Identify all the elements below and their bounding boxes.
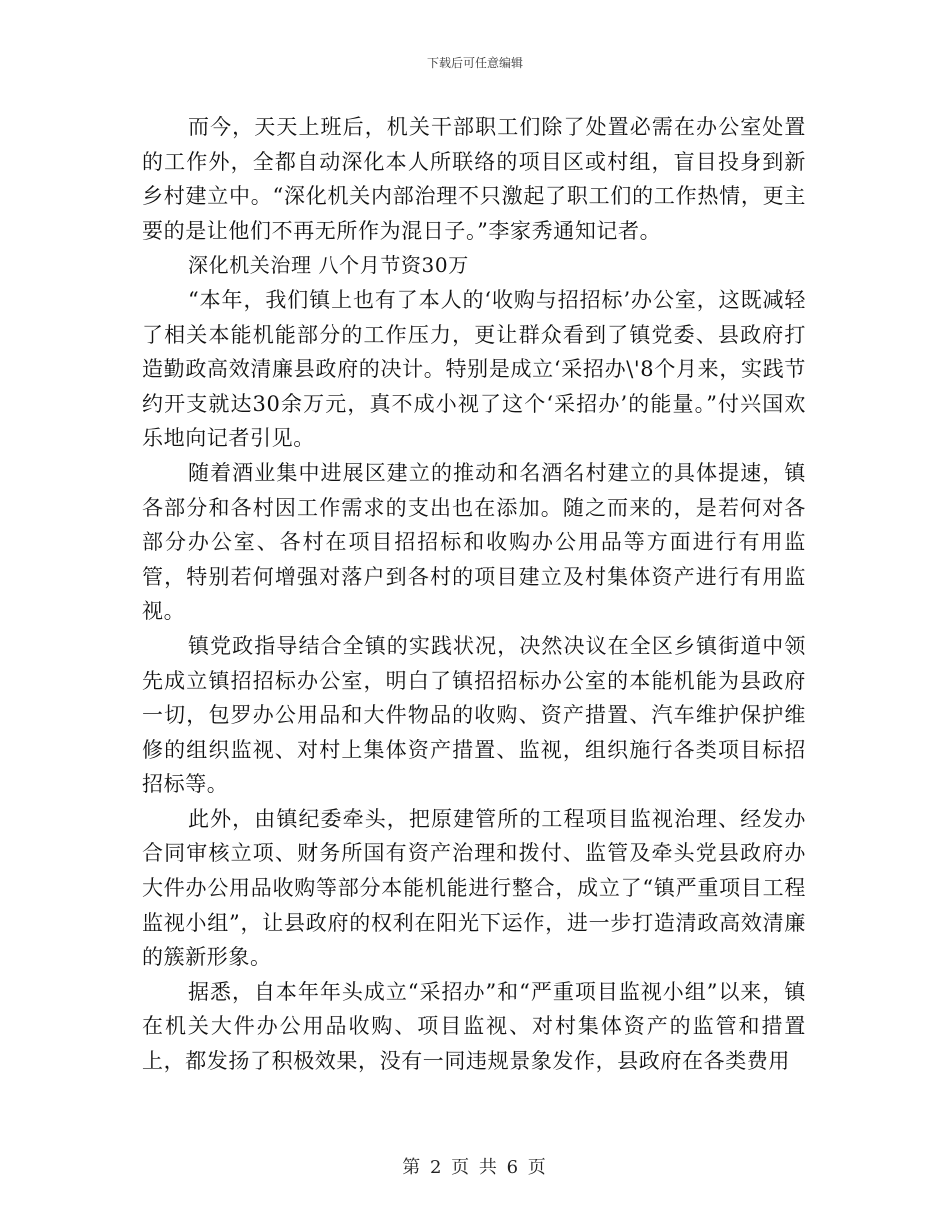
document-body [142,110,806,1079]
paragraph-3: 随着酒业集中进展区建立的推动和名酒名村建立的具体提速，镇各部分和各村因工作需求的支出也在添加。随之而来的，是若何对各部分办公室、各村在项目招招标和收购办公用品等方面进行有用监管，特别若何增强对落户到各村的项目建立及村集体资产进行有用监视。 [142,460,806,624]
section-subheading: 深化机关治理 八个月节资30万 [188,253,469,278]
paragraph-4: 镇党政指导结合全镇的实践状况，决然决议在全区乡镇街道中领先成立镇招招标办公室，明白了镇招招标办公室的本能机能为县政府一切，包罗办公用品和大件物品的收购、资产措置、汽车维护保护维修的组织监视、对村上集体资产措置、监视，组织施行各类项目标招招标等。 [142,633,806,797]
page-header: 下载后可任意编辑 [426,56,523,70]
paragraph-5: 此外，由镇纪委牵头，把原建管所的工程项目监视治理、经发办合同审核立项、财务所国有资产治理和拨付、监管及牵头党县政府办大件办公用品收购等部分本能机能进行整合，成立了“镇严重项目工程监视小组”，让县政府的权利在阳光下运作，进一步打造清政高效清廉的簇新形象。 [142,806,806,970]
page-footer: 第 2 页 共 6 页 [402,1157,548,1178]
paragraph-6: 据悉，自本年年头成立“采招办”和“严重项目监视小组”以来，镇在机关大件办公用品收购、项目监视、对村集体资产的监管和措置上，都发扬了积极效果，没有一同违规景象发作，县政府在各类费用 [142,979,806,1074]
paragraph-1: 而今，天天上班后，机关干部职工们除了处置必需在办公室处置的工作外，全都自动深化本人所联络的项目区或村组，盲目投身到新乡村建立中。“深化机关内部治理不只激起了职工们的工作热情，更主要的是让他们不再无所作为混日子。”李家秀通知记者。 [142,115,806,243]
paragraph-2: “本年，我们镇上也有了本人的‘收购与招招标’办公室，这既减轻了相关本能机能部分的工作压力，更让群众看到了镇党委、县政府打造勤政高效清廉县政府的决计。特别是成立‘采招办\'8个月来，实践节约开支就达30余万元，真不成小视了这个‘采招办’的能量。”付兴国欢乐地向记者引见。 [142,287,806,451]
